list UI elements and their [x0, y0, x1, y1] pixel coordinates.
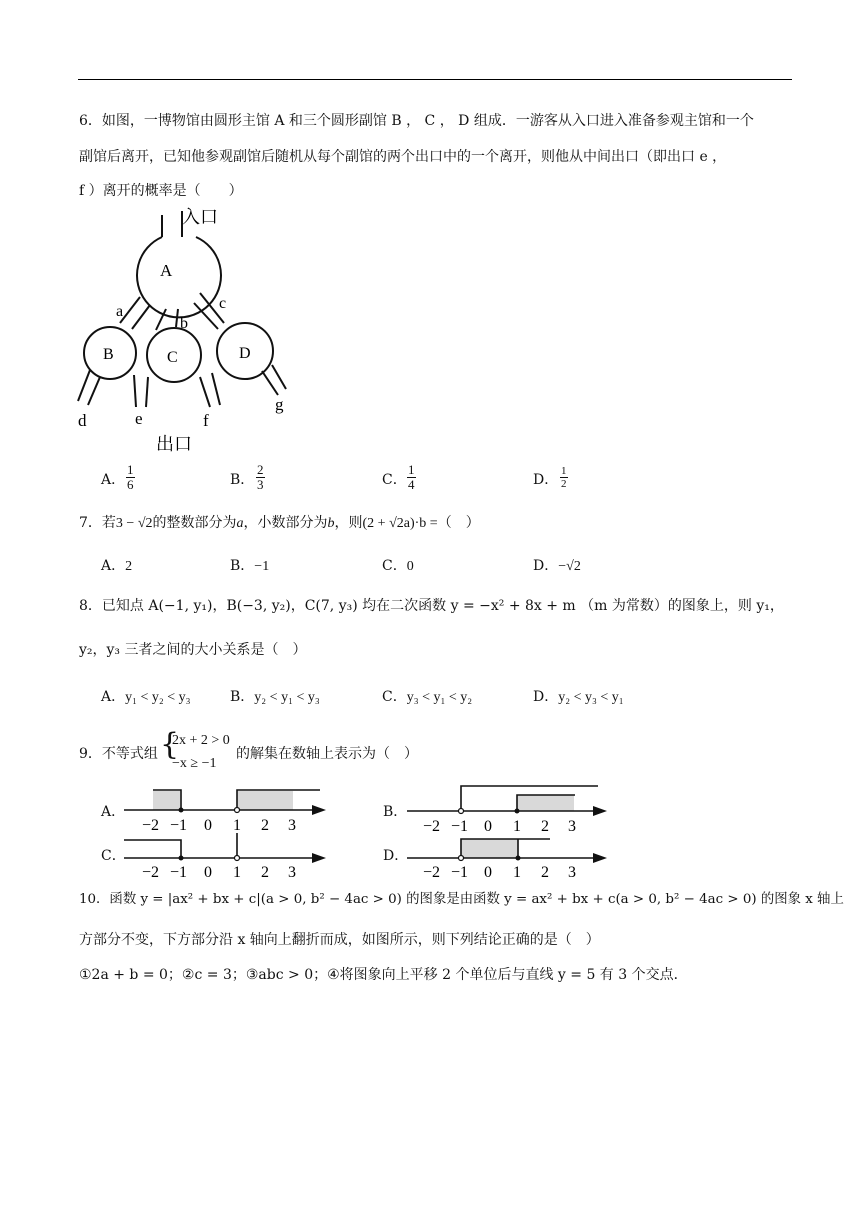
q6-line-1: 6．如图，一博物馆由圆形主馆 A 和三个圆形副馆 B ， C ， D 组成．一游客从入口进入准备参观主馆和一个: [79, 113, 754, 129]
q9-brace: {: [160, 727, 180, 762]
museum-diagram: [72, 205, 312, 460]
q9-inequality-2: −x ≥ −1: [172, 756, 217, 771]
tick-label: 1: [233, 864, 241, 879]
path-a-label: a: [116, 303, 124, 320]
tick-label: −2: [423, 818, 441, 833]
tick-label: −2: [142, 864, 160, 879]
q8-option-b: B．y₂ < y₁ < y₃: [230, 689, 320, 705]
q8-line-1: 8．已知点 A(−1, y₁)，B(−3, y₂)，C(7, y₃) 均在二次函数 y = −x² + 8x + m （m 为常数）的图象上，则 y₁，: [79, 598, 784, 614]
q9-inequality-1: 2x + 2 > 0: [172, 733, 230, 748]
q6-option-b-letter: B．: [230, 472, 255, 488]
tick-label: 3: [288, 817, 296, 832]
exit-label: 出口: [156, 434, 192, 454]
entrance-label: 入口: [182, 207, 218, 227]
q9-option-d-letter: D．: [383, 848, 409, 864]
tick-label: 3: [288, 864, 296, 879]
q6-line-2: 副馆后离开，已知他参观副馆后随机从每个副馆的两个出口中的一个离开，则他从中间出口（即出口 e ，: [79, 149, 727, 165]
q10-line-3: ①2a + b = 0；②c = 3；③abc > 0；④将图象向上平移 2 个单位后与直线 y = 5 有 3 个交点．: [79, 967, 688, 983]
q6-option-a-fraction: $\frac{1}{6}$: [127, 462, 134, 492]
q7-expression-1: 3 − √2: [115, 516, 153, 531]
q10-line-1: 10．函数 y = |ax² + bx + c|(a > 0, b² − 4ac > 0) 的图象是由函数 y = ax² + bx + c(a > 0, b² − 4ac > 0) 的图象 x 轴上: [79, 892, 844, 907]
q7-option-d: D．−√2: [533, 558, 581, 574]
q9-number-line-a: [120, 786, 330, 832]
q6-option-c-letter: C．: [382, 472, 407, 488]
header-rule: [78, 79, 792, 80]
exit-e-label: e: [135, 409, 143, 428]
q6-option-b-fraction: $\frac{2}{3}$: [257, 462, 264, 492]
q6-option-d-letter: D．: [533, 472, 559, 488]
tick-label: 0: [204, 864, 212, 879]
tick-label: 2: [541, 818, 549, 833]
tick-label: −1: [170, 817, 188, 832]
tick-label: 3: [568, 864, 576, 879]
tick-label: 1: [233, 817, 241, 832]
q9-option-c-letter: C．: [101, 848, 126, 864]
tick-label: −1: [451, 818, 469, 833]
tick-label: −1: [170, 864, 188, 879]
q8-line-2: y₂，y₃ 三者之间的大小关系是（ ）: [79, 642, 307, 658]
q7-expression-2: (2 + √2a)·b =: [362, 516, 438, 531]
path-c-label: c: [219, 295, 227, 312]
tick-label: 1: [513, 864, 521, 879]
hall-a-label: A: [160, 261, 173, 280]
path-b-label: b: [180, 315, 188, 332]
tick-label: −2: [142, 817, 160, 832]
tick-label: 2: [541, 864, 549, 879]
q8-option-d: D．y₂ < y₃ < y₁: [533, 689, 624, 705]
tick-label: 2: [261, 817, 269, 832]
hall-c-label: C: [167, 349, 178, 366]
tick-label: 0: [204, 817, 212, 832]
tick-label: −2: [423, 864, 441, 879]
hall-b-label: B: [103, 346, 114, 363]
tick-label: 0: [484, 864, 492, 879]
exit-g-label: g: [275, 395, 284, 414]
tick-label: 1: [513, 818, 521, 833]
q10-line-2: 方部分不变，下方部分沿 x 轴向上翻折而成，如图所示，则下列结论正确的是（ ）: [79, 932, 600, 948]
q6-line-3: f ）离开的概率是（ ）: [79, 183, 243, 199]
q7-stem: 7．若3 − √2的整数部分为a，小数部分为b，则(2 + √2a)·b =（ ）: [79, 515, 480, 531]
q9-number-line-b: [405, 783, 610, 833]
q7-option-b: B．−1: [230, 558, 270, 574]
q9-prefix: 9．不等式组: [79, 746, 158, 762]
q8-option-a: A．y₁ < y₂ < y₃: [101, 689, 191, 705]
q6-option-a-letter: A．: [101, 472, 126, 488]
hall-d-label: D: [239, 345, 251, 362]
q9-suffix: 的解集在数轴上表示为（ ）: [236, 746, 418, 762]
tick-label: 2: [261, 864, 269, 879]
q6-option-d-fraction: $\frac{1}{2}$: [561, 465, 567, 490]
q7-option-c: C．0: [382, 558, 414, 574]
q9-number-line-c: [120, 831, 330, 879]
tick-label: 3: [568, 818, 576, 833]
q9-option-b-letter: B．: [383, 804, 408, 820]
q6-option-c-fraction: $\frac{1}{4}$: [408, 462, 415, 492]
exit-f-label: f: [203, 411, 209, 430]
q9-option-a-letter: A．: [101, 804, 126, 820]
tick-label: −1: [451, 864, 469, 879]
q7-option-a: A．2: [101, 558, 133, 574]
q9-number-line-d: [405, 833, 610, 879]
tick-label: 0: [484, 818, 492, 833]
exit-d-label: d: [78, 411, 87, 430]
q8-option-c: C．y₃ < y₁ < y₂: [382, 689, 473, 705]
